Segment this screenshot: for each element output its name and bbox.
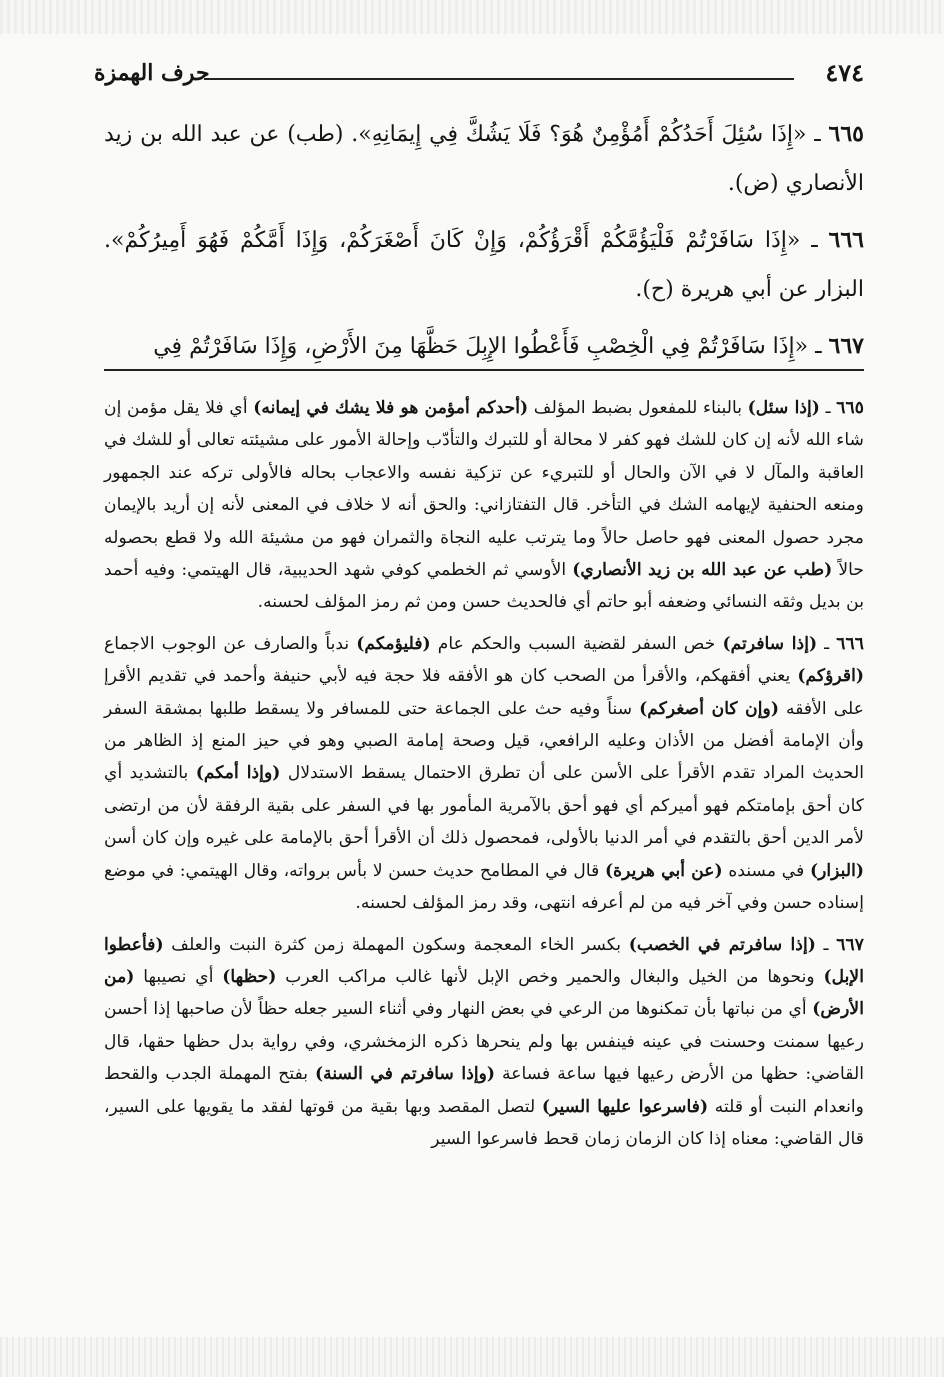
commentary-text: بفتح المهملة الجدب والقحط وانعدام النبت أو قلته <box>104 1064 864 1117</box>
commentary-number: ٦٦٧ <box>836 934 864 955</box>
hadith-number: ٦٦٧ <box>828 333 864 359</box>
footnote-separator <box>104 369 864 371</box>
hadith-667: ٦٦٧ ـ «إِذَا سَافَرْتُمْ فِي الْخِصْبِ فَأَعْطُوا الإِبِلَ حَظَّهَا مِنَ الأَرْضِ، وَإِذَا سَافَرْتُمْ فِي <box>153 333 864 359</box>
commentary-text: ونحوها من الخيل والبغال والحمير وخص الإبل لأنها غالب مراكب العرب <box>276 966 824 987</box>
commentary-keyword: (فأعطوا الإبل) <box>104 934 864 987</box>
commentary-keyword: (حظها) <box>222 966 277 987</box>
commentary-keyword: (البزار) <box>809 860 864 881</box>
header-rule <box>204 78 794 80</box>
commentary-text: يعني أفقهكم، والأقرأ من الصحب كان هو الأفقه فلا حجة فيه لأبي حنيفة وأحمد في تقديم الأقرإ على الأفقه <box>104 666 864 719</box>
commentary-keyword: (وإذا سافرتم في السنة) <box>315 1064 496 1085</box>
commentary-keyword: (إذا سافرتم) <box>722 633 818 654</box>
hadith-666: ٦٦٦ ـ «إِذَا سَافَرْتُمْ فَلْيَؤُمَّكُمْ أَقْرَؤُكُمْ، وَإِنْ كَانَ أَصْغَرَكُمْ، وَإِذَا أَمَّكُمْ فَهُوَ أَمِيرُكُمْ». البزار عن أبي هريرة (ح). <box>104 227 864 302</box>
commentary-666: ٦٦٦ ـ (إذا سافرتم) خص السفر لقضية السبب والحكم عام (فليؤمكم) ندباً والصارف عن الوجوب الاجماع (اقرؤكم) يعني أفقهكم، والأقرأ من الصحب كان هو الأفقه فلا حجة فيه لأبي حنيفة وأحمد في تقديم الأقرإ على الأفقه (وإن كان أصغركم) سناً وفيه حث على الجماعة حتى للمسافر ولا يسقط طلبها بمشقة السفر وأن الإمامة أفضل من الأذان وعليه الرافعي، قيل وصحة إمامة الصبي وهو في حيز المنع إذ الظاهر من الحديث المراد تقدم الأقرأ على الأسن على أن تطرق الاحتمال يسقط الاستدلال (وإذا أمكم) بالتشديد أي كان أحق بإمامتكم فهو أميركم أي فهو أحق بالآمرية المأمور بها في السفر على بقية الرفقة لأن من ارتضى لأمر الدين أحق بالتقدم في أمر الدنيا بالأولى، فمحصول ذلك أن الأقرأ أحق بالإمامة على غيره وإن كان أسن (البزار) في مسنده (عن أبي هريرة) قال في المطامح حديث حسن لا بأس برواته، وقال الهيتمي: في موضع إسناده حسن وفي آخر فيه من لم أعرفه انتهى، وقد رمز المؤلف لحسنه. <box>104 633 864 914</box>
commentary-text: خص السفر لقضية السبب والحكم عام <box>430 633 723 654</box>
hadith-text: «إِذَا سُئِلَ أَحَدُكُمْ أَمُؤْمِنٌ هُوَ؟ فَلَا يَشُكَّ فِي إِيمَانِهِ». <box>351 122 807 147</box>
commentary-text: بالتشديد أي كان أحق بإمامتكم فهو أميركم أي فهو أحق بالآمرية المأمور بها في السفر على بقية الرفقة لأن من ارتضى لأمر الدين أحق بالتقدم في أمر الدنيا بالأولى، فمحصول ذلك أن الأقرأ أحق بالإمامة على غيره وإن كان أسن <box>104 763 864 849</box>
commentary-keyword: (طب عن عبد الله بن زيد الأنصاري) <box>572 560 833 581</box>
commentary-text: أي من نباتها بأن تمكنوها من الرعي في بعض النهار وفي أثناء السير جعله حظاً لأن صاحبها إذا أحسن رعيها سمنت وحسنت في عينه فينفس بها ولم ينحرها ذكره الزمخشري، وفي رواية بدل حظها حقها، قال القاضي: حظها من الأرض رعيها فيها ساعة فساعة <box>104 999 864 1085</box>
page-header <box>94 58 864 92</box>
commentary-text: بالبناء للمفعول بضبط المؤلف <box>528 398 748 418</box>
hadith-text: «إِذَا سَافَرْتُمْ فَلْيَؤُمَّكُمْ أَقْرَؤُكُمْ، وَإِنْ كَانَ أَصْغَرَكُمْ، وَإِذَا أَمَّكُمْ فَهُوَ أَمِيرُكُمْ». <box>104 228 801 253</box>
commentary-keyword: (فليؤمكم) <box>356 633 431 654</box>
commentary-text: في مسنده <box>722 860 810 881</box>
hadith-665: ٦٦٥ ـ «إِذَا سُئِلَ أَحَدُكُمْ أَمُؤْمِنٌ هُوَ؟ فَلَا يَشُكَّ فِي إِيمَانِهِ». (طب) عن عبد الله بن زيد الأنصاري (ض). <box>104 121 864 196</box>
commentary-text: ندباً والصارف عن الوجوب الاجماع <box>104 633 357 654</box>
commentary-667: ٦٦٧ ـ (إذا سافرتم في الخصب) بكسر الخاء المعجمة وسكون المهملة زمن كثرة النبت والعلف (فأعطوا الإبل) ونحوها من الخيل والبغال والحمير وخص الإبل لأنها غالب مراكب العرب (حظها) أي نصيبها (من الأرض) أي من نباتها بأن تمكنوها من الرعي في بعض النهار وفي أثناء السير جعله حظاً لأن صاحبها إذا أحسن رعيها سمنت وحسنت في عينه فينفس بها ولم ينحرها ذكره الزمخشري، وفي رواية بدل حظها حقها، قال القاضي: حظها من الأرض رعيها فيها ساعة فساعة (وإذا سافرتم في السنة) بفتح المهملة الجدب والقحط وانعدام النبت أو قلته (فاسرعوا عليها السير) لتصل المقصد وبها بقية من قوتها لفقد ما يقويها على السير، قال القاضي: معناه إذا كان الزمان زمان قحط فاسرعوا السير <box>104 934 864 1149</box>
hadith-number: ٦٦٦ <box>828 227 864 253</box>
scan-edge-bottom <box>0 1337 944 1377</box>
commentary-number: ٦٦٥ <box>836 398 864 418</box>
page-number: ٤٧٤ <box>825 58 864 87</box>
commentary-keyword: (إذا سافرتم في الخصب) <box>628 934 816 955</box>
hadith-source: (طب) عن عبد الله بن زيد الأنصاري (ض). <box>104 122 864 196</box>
commentary-text: أي فلا يقل مؤمن إن شاء الله لأنه إن كان للشك فهو كفر لا محالة أو للتبرك والتأدّب وإحالة الأمور على مشيئته تعالى أو للشك في العاقبة والمآل لا في الآن والحال أو للتبريء عن تزكية نفسه والاعجاب بحاله فالأولى تركه عند الجمهور ومنعه الحنفية لإيهامه الشك في التأخر. قال التفتازاني: والحق أنه لا خلاف في المعنى لأنه إن أريد بالإيمان مجرد حصول المعنى فهو حاصل حالاً وما يترتب عليه النجاة والثمران فهو من مشيئة الله ولا قطع بحصوله حالاً <box>104 398 864 581</box>
commentary-number: ٦٦٦ <box>836 633 864 654</box>
commentary-text: بكسر الخاء المعجمة وسكون المهملة زمن كثرة النبت والعلف <box>163 934 629 955</box>
commentary-text: أي نصيبها <box>134 966 223 987</box>
commentary-keyword: (من الأرض) <box>104 966 864 1020</box>
commentary-keyword: (فاسرعوا عليها السير) <box>541 1096 709 1117</box>
commentary-665: ٦٦٥ ـ (إذا سئل) بالبناء للمفعول بضبط المؤلف (أحدكم أمؤمن هو فلا يشك في إيمانه) أي فلا يقل مؤمن إن شاء الله لأنه إن كان للشك فهو كفر لا محالة أو للتبرك والتأدّب وإحالة الأمور على مشيئته تعالى أو للشك في العاقبة والمآل لا في الآن والحال أو للتبريء عن تزكية نفسه والاعجاب بحاله فالأولى تركه عند الجمهور ومنعه الحنفية لإيهامه الشك في التأخر. قال التفتازاني: والحق أنه لا خلاف في المعنى لأنه إن أريد بالإيمان مجرد حصول المعنى فهو حاصل حالاً وما يترتب عليه النجاة والثمران فهو من مشيئة الله ولا قطع بحصوله حالاً (طب عن عبد الله بن زيد الأنصاري) الأوسي ثم الخطمي كوفي شهد الحديبية، قال الهيتمي: وفيه أحمد بن بديل وثقه النسائي وضعفه أبو حاتم أي فالحديث حسن ومن ثم رمز المؤلف لحسنه. <box>104 398 864 613</box>
commentary-text: قال في المطامح حديث حسن لا بأس برواته، وقال الهيتمي: في موضع إسناده حسن وفي آخر فيه من لم أعرفه انتهى، وقد رمز المؤلف لحسنه. <box>104 860 864 914</box>
commentary-keyword: (إذا سئل) <box>747 398 820 418</box>
commentary-keyword: (وإذا أمكم) <box>195 763 281 784</box>
commentary-keyword: (عن أبي هريرة) <box>605 860 723 881</box>
hadith-number: ٦٦٥ <box>828 121 864 147</box>
commentary-keyword: (وإن كان أصغركم) <box>639 698 779 719</box>
commentary-keyword: (أحدكم أمؤمن هو فلا يشك في إيمانه) <box>253 398 529 418</box>
hadith-text-block <box>104 110 864 379</box>
commentary-text: الأوسي ثم الخطمي كوفي شهد الحديبية، قال الهيتمي: وفيه أحمد بن بديل وثقه النسائي وضعفه أبو حاتم أي فالحديث حسن ومن ثم رمز المؤلف لحسنه. <box>104 560 864 613</box>
scan-edge-top <box>0 0 944 34</box>
hadith-text: «إِذَا سَافَرْتُمْ فِي الْخِصْبِ فَأَعْطُوا الإِبِلَ حَظَّهَا مِنَ الأَرْضِ، وَإِذَا سَافَرْتُمْ فِي <box>153 334 809 359</box>
commentary-block <box>104 392 864 1164</box>
chapter-title: حرف الهمزة <box>94 60 210 86</box>
commentary-text: سناً وفيه حث على الجماعة حتى للمسافر ولا يسقط طلبها بمشقة السفر وأن الإمامة أفضل من الأذان وعليه الرافعي، قيل وصحة إمامة الصبي وهو في حيز المنع إذ الظاهر من الحديث المراد تقدم الأقرأ على الأسن على أن تطرق الاحتمال يسقط الاستدلال <box>104 698 864 784</box>
commentary-keyword: (اقرؤكم) <box>797 666 864 687</box>
commentary-text: لتصل المقصد وبها بقية من قوتها لفقد ما يقويها على السير، قال القاضي: معناه إذا كان الزمان زمان قحط فاسرعوا السير <box>104 1096 864 1149</box>
hadith-source: البزار عن أبي هريرة (ح). <box>635 277 864 302</box>
